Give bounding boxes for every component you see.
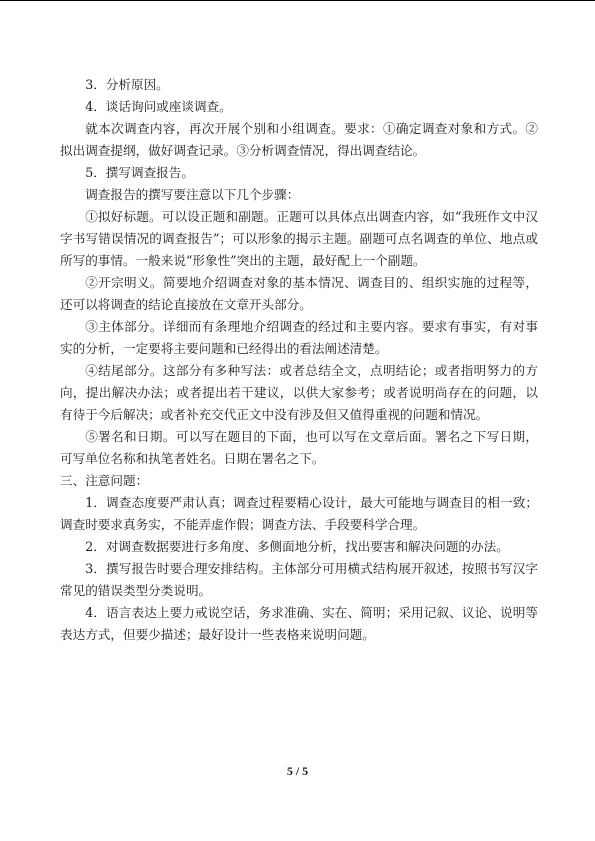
paragraph-12: 1．调查态度要严肃认真；调查过程要精心设计，最大可能地与调查目的相一致；调查时要求真务实，不能弄虚作假；调查方法、手段要科学合理。 <box>60 495 538 532</box>
paragraph-8: ③主体部分。详细而有条理地介绍调查的经过和主要内容。要求有事实，有对事实的分析，一定要将主要问题和已经得出的看法阐述清楚。 <box>60 319 538 356</box>
paragraph-13: 2．对调查数据要进行多角度、多侧面地分析，找出要害和解决问题的办法。 <box>85 539 509 554</box>
paragraph-3: 就本次调查内容，再次开展个别和小组调查。要求：①确定调查对象和方式。②拟出调查提纲，做好调查记录。③分析调查情况，得出调查结论。 <box>60 121 538 158</box>
paragraph-7: ②开宗明义。简要地介绍调查对象的基本情况、调查目的、组织实施的过程等，还可以将调查的结论直接放在文章开头部分。 <box>60 275 538 312</box>
section-heading: 三、注意问题： <box>60 473 149 488</box>
paragraph-4: 5．撰写调查报告。 <box>85 165 194 180</box>
page-number: 5 / 5 <box>286 764 309 778</box>
paragraph-5: 调查报告的撰写要注意以下几个步骤： <box>85 187 300 202</box>
paragraph-9: ④结尾部分。这部分有多种写法：或者总结全文，点明结论；或者指明努力的方向，提出解决办法；或者提出若干建议，以供大家参考；或者说明尚存在的问题，以有待于今后解决；或者补充交代正文中没有涉及但又值得重视的问题和情况。 <box>60 363 538 422</box>
paragraph-6: ①拟好标题。可以设正题和副题。正题可以具体点出调查内容，如“我班作文中汉字书写错误情况的调查报告”；可以形象的揭示主题。副题可点名调查的单位、地点或所写的事情。一般来说“形象性”突出的主题，最好配上一个副题。 <box>60 209 538 268</box>
paragraph-14: 3．撰写报告时要合理安排结构。主体部分可用横式结构展开叙述，按照书写汉字常见的错误类型分类说明。 <box>60 561 538 598</box>
header-rule <box>0 0 595 1</box>
paragraph-1: 3．分析原因。 <box>85 77 169 92</box>
paragraph-15: 4．语言表达上要力戒说空话，务求准确、实在、简明；采用记叙、议论、说明等表达方式，但要少描述；最好设计一些表格来说明问题。 <box>60 605 538 642</box>
paragraph-10: ⑤署名和日期。可以写在题目的下面，也可以写在文章后面。署名之下写日期，可写单位名称和执笔者姓名。日期在署名之下。 <box>60 429 538 466</box>
document-body <box>60 74 538 646</box>
paragraph-2: 4．谈话询问或座谈调查。 <box>85 99 232 114</box>
